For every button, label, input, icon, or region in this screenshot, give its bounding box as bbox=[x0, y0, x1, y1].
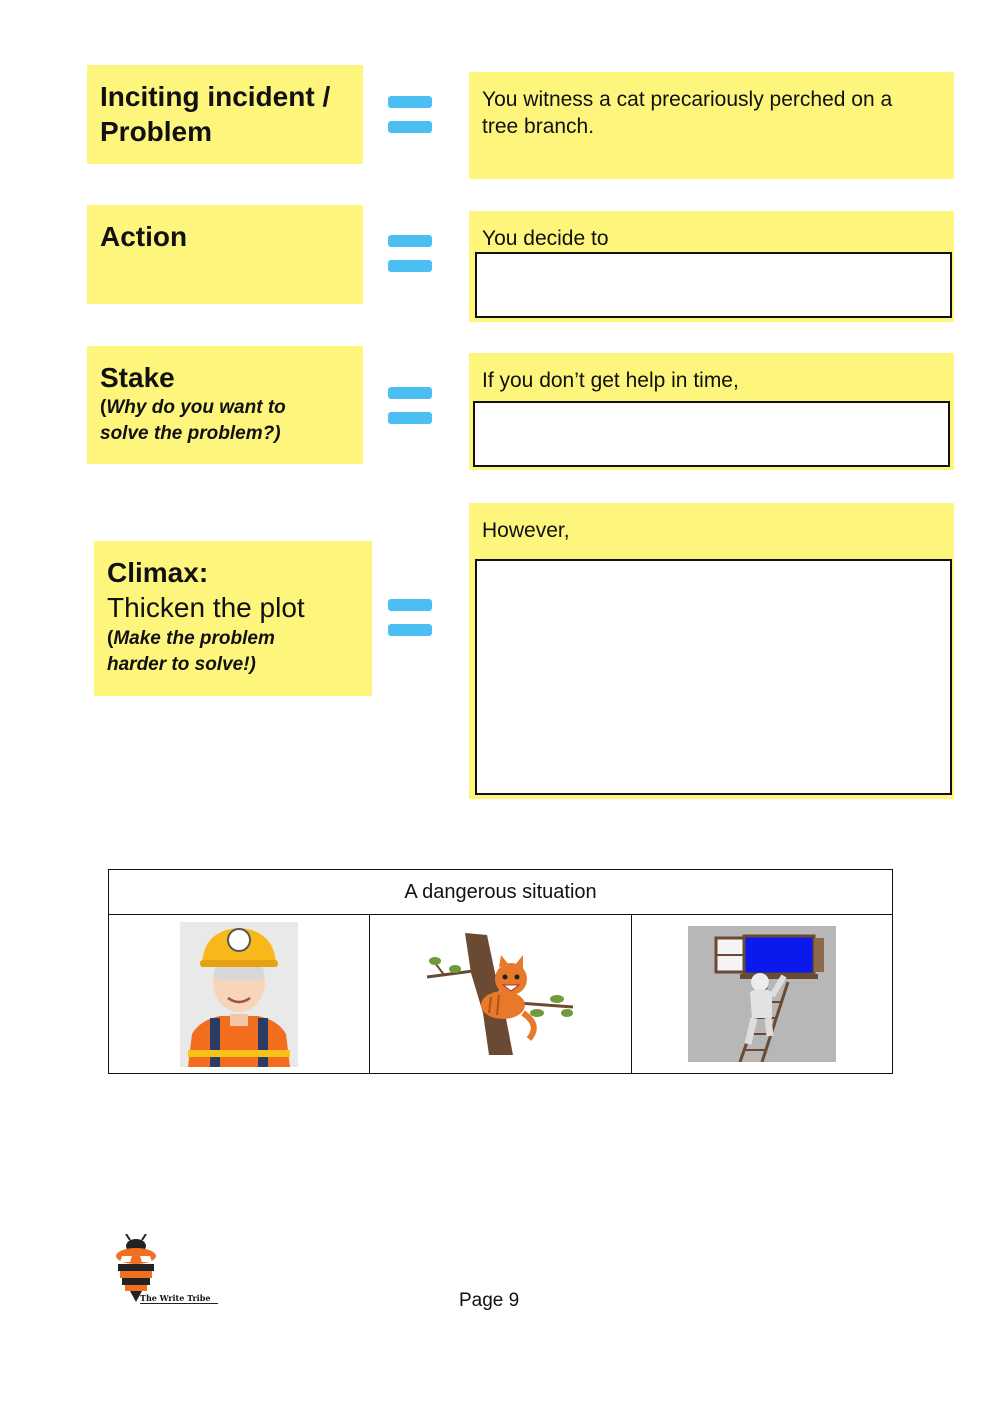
prompt-text-line2: tree branch. bbox=[482, 115, 595, 138]
answer-inciting-incident bbox=[469, 72, 954, 179]
equals-icon bbox=[388, 387, 432, 427]
equals-icon bbox=[388, 235, 432, 275]
climax-write-box[interactable] bbox=[475, 559, 952, 795]
page-number: Page 9 bbox=[459, 1290, 520, 1311]
stake-write-box[interactable] bbox=[473, 401, 950, 467]
equals-icon bbox=[388, 599, 432, 639]
cat-in-tree-image bbox=[425, 933, 575, 1055]
firefighter-image bbox=[180, 922, 298, 1067]
label-title: Action bbox=[100, 221, 188, 252]
table-cell bbox=[109, 915, 370, 1074]
write-tribe-logo bbox=[112, 1234, 218, 1310]
label-stake bbox=[87, 346, 363, 464]
table-cell bbox=[370, 915, 631, 1074]
label-plain-text: Thicken the plot bbox=[107, 592, 305, 623]
prompt-text: You witness a cat precariously perched on a bbox=[482, 88, 893, 111]
label-title: Inciting incident / bbox=[100, 81, 331, 112]
prompt-text: You decide to bbox=[482, 227, 609, 250]
dangerous-situation-table bbox=[108, 869, 893, 1074]
prompt-text: However, bbox=[482, 519, 570, 542]
table-header: A dangerous situation bbox=[109, 870, 893, 915]
label-title: Stake bbox=[100, 362, 175, 393]
logo-text: The Write Tribe bbox=[140, 1293, 218, 1304]
label-subtitle-line2: harder to solve!) bbox=[107, 654, 256, 675]
label-climax bbox=[94, 541, 372, 696]
label-action bbox=[87, 205, 363, 304]
label-subtitle: (Make the problem bbox=[107, 628, 275, 649]
label-inciting-incident bbox=[87, 65, 363, 164]
prompt-text: If you don’t get help in time, bbox=[482, 369, 739, 392]
ladder-window-image bbox=[688, 926, 836, 1062]
table-cell bbox=[631, 915, 892, 1074]
equals-icon bbox=[388, 96, 432, 136]
label-subtitle: (Why do you want to bbox=[100, 397, 286, 418]
label-title-line2: Problem bbox=[100, 116, 213, 147]
label-subtitle-line2: solve the problem?) bbox=[100, 423, 281, 444]
action-write-box[interactable] bbox=[475, 252, 952, 318]
label-title: Climax: bbox=[107, 557, 209, 588]
